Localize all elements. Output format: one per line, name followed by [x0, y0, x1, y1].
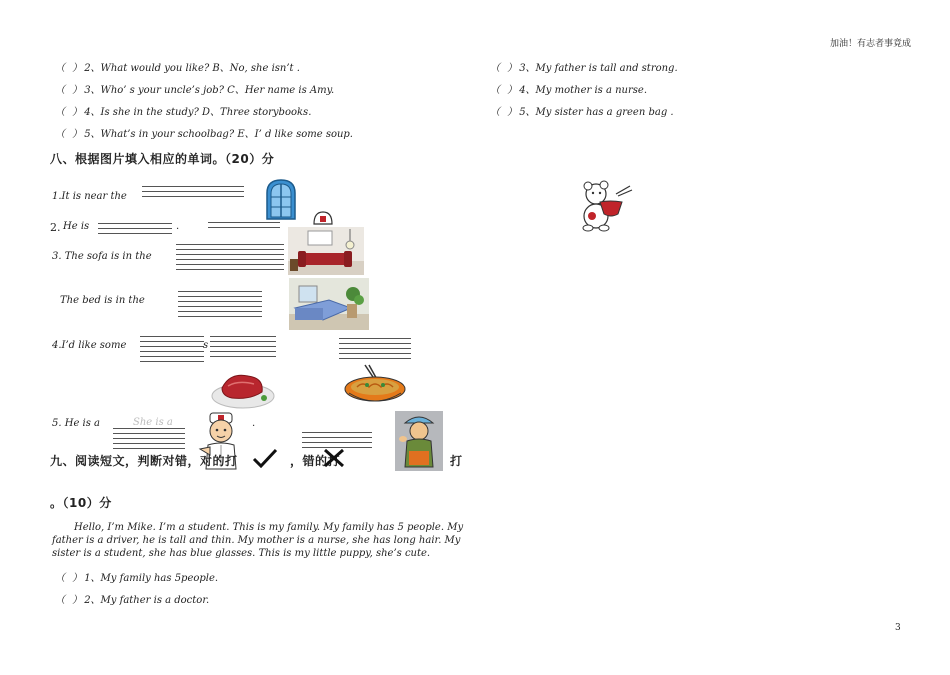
q4-text: 4.I’d like some	[52, 340, 127, 351]
header-motto: 加油！有志者事竟成	[830, 39, 912, 49]
section-9-title: 九、阅读短文，判断对错，对的打	[50, 454, 238, 468]
judge-item: （ ）1、My family has 5people.	[55, 573, 219, 584]
answer-lines	[113, 428, 185, 453]
judge-item: （ ）2、My father is a doctor.	[55, 595, 210, 606]
matching-item: （ ）2、What would you like? B、No, she isn’t .	[55, 63, 300, 74]
judge-item: （ ）4、My mother is a nurse.	[490, 85, 647, 96]
answer-lines	[210, 336, 276, 361]
q5-dot: .	[252, 418, 256, 429]
noodles-image	[343, 363, 407, 409]
check-mark-icon	[252, 448, 278, 468]
helmet-icon	[312, 210, 334, 226]
q3b-text: The bed is in the	[60, 295, 145, 306]
q3-text: 3. The sofa is in the	[52, 251, 152, 262]
answer-lines	[339, 338, 411, 363]
judge-item: （ ）3、My father is tall and strong.	[490, 63, 678, 74]
section-9-title-c: 。（10）分	[50, 496, 112, 510]
bear-eating-icon	[578, 180, 638, 232]
living-room-image	[288, 227, 364, 275]
cross-mark-icon	[323, 448, 345, 468]
matching-item: （ ）5、What’s in your schoolbag? E、I’ d like some soup.	[55, 129, 353, 140]
bedroom-image	[289, 278, 369, 330]
answer-lines	[142, 186, 244, 201]
page-number: 3	[895, 623, 901, 633]
section-9-title-end: 打	[450, 454, 463, 468]
q4-s: s	[203, 340, 209, 351]
q2-text: He is	[63, 221, 90, 232]
q2-number: 2.	[50, 221, 61, 234]
farmer-image	[395, 411, 443, 471]
section-9-title-b: ，错的打	[290, 454, 341, 468]
answer-lines	[176, 244, 284, 274]
reading-passage: Hello, I’m Mike. I’m a student. This is my family. My family has 5 people. My father is a driver, he is tall and thin. My mother is a nurse, she has long hair. My sister is a student, she has blue glasses. This is my little puppy, she’s cute.	[52, 522, 464, 559]
q1-text: 1.It is near the	[52, 191, 127, 202]
matching-item: （ ）4、Is she in the study? D、Three storybooks.	[55, 107, 312, 118]
matching-item: （ ）3、Who’ s your uncle’s job? C、Her name is Amy.	[55, 85, 335, 96]
steak-image	[210, 366, 276, 412]
judge-item: （ ）5、My sister has a green bag .	[490, 107, 674, 118]
q5-text-b: She is a	[133, 417, 173, 428]
window-icon	[264, 177, 298, 221]
section-8-title: 八、根据图片填入相应的单词。（20）分	[50, 152, 275, 166]
answer-lines	[98, 223, 172, 238]
answer-lines	[178, 291, 262, 321]
q2-dot: .	[176, 221, 180, 232]
q5-text: 5. He is a	[52, 418, 101, 429]
answer-lines	[208, 222, 280, 232]
answer-lines	[140, 336, 204, 366]
